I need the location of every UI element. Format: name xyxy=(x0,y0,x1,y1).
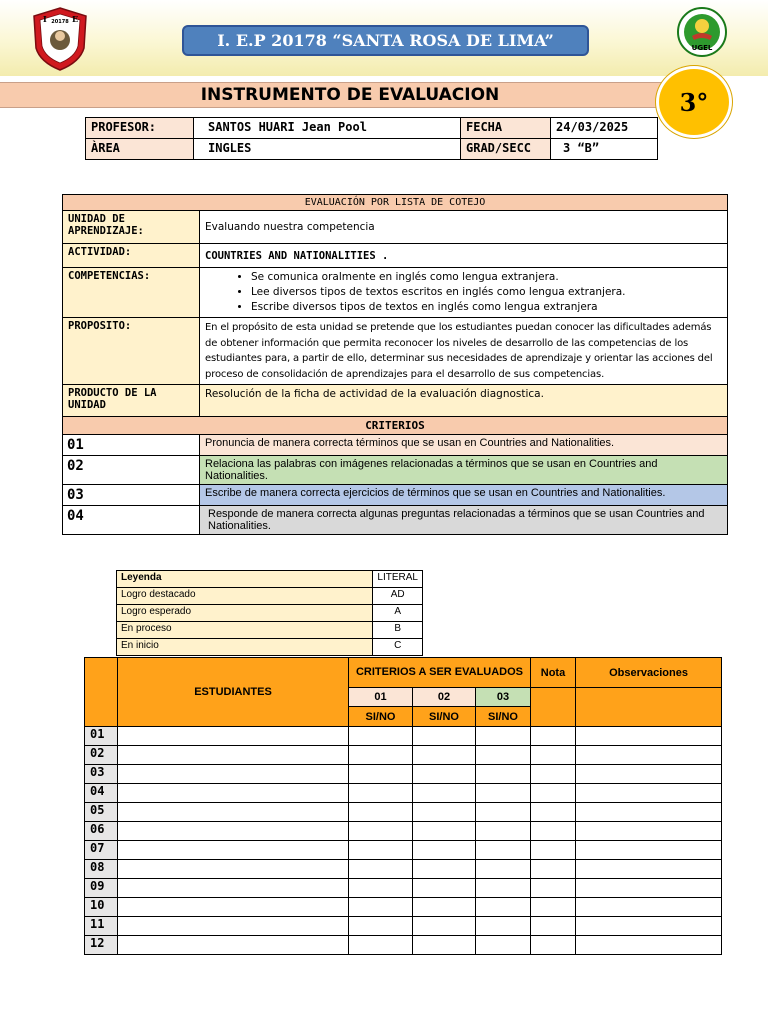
grid-corner xyxy=(85,658,118,727)
criterio-text: Relaciona las palabras con imágenes relacionadas a términos que se usan en Countries and Nationalities. xyxy=(200,456,728,485)
criterio-03-cell[interactable] xyxy=(476,936,531,955)
criterio-01-cell[interactable] xyxy=(349,784,413,803)
criterio-01-cell[interactable] xyxy=(349,822,413,841)
student-row-number: 05 xyxy=(85,803,118,822)
criterios-heading: CRITERIOS xyxy=(63,417,728,435)
criterio-01-cell[interactable] xyxy=(349,860,413,879)
student-row xyxy=(85,917,722,936)
legend-table xyxy=(116,570,423,656)
student-row xyxy=(85,822,722,841)
producto-label: PRODUCTO DE LA UNIDAD xyxy=(63,385,200,417)
criterio-03-cell[interactable] xyxy=(476,746,531,765)
legend-label: Logro esperado xyxy=(117,605,373,622)
logo-number: 20178 xyxy=(51,19,69,25)
criterio-text: Pronuncia de manera correcta términos que se usan en Countries and Nationalities. xyxy=(200,435,728,456)
legend-title: Leyenda xyxy=(117,571,373,588)
criterio-03-cell[interactable] xyxy=(476,727,531,746)
criterio-03-cell[interactable] xyxy=(476,860,531,879)
criterios-evaluados-header: CRITERIOS A SER EVALUADOS xyxy=(349,658,531,688)
criterio-02-cell[interactable] xyxy=(413,879,476,898)
legend-label: En proceso xyxy=(117,622,373,639)
logo-letter-e: E xyxy=(72,14,79,24)
observaciones-cell[interactable] xyxy=(576,822,722,841)
criterio-02-cell[interactable] xyxy=(413,898,476,917)
nota-cell[interactable] xyxy=(531,746,576,765)
nota-cell[interactable] xyxy=(531,841,576,860)
criterio-02-cell[interactable] xyxy=(413,841,476,860)
competencia-item: • Se comunica oralmente en inglés como lengua extranjera. xyxy=(251,270,722,285)
unidad-value: Evaluando nuestra competencia xyxy=(200,211,728,244)
nota-cell[interactable] xyxy=(531,727,576,746)
nota-header: Nota xyxy=(531,658,576,688)
criterio-text: Escribe de manera correcta ejercicios de términos que se usan en Countries and Nationalities. xyxy=(200,485,728,506)
fecha-label: FECHA xyxy=(461,118,551,139)
criterio-01-cell[interactable] xyxy=(349,746,413,765)
teacher-info-table xyxy=(85,117,658,160)
legend-label: Logro destacado xyxy=(117,588,373,605)
criterio-text: Responde de manera correcta algunas preguntas relacionadas a términos que se usan Countries and Nationalities. xyxy=(200,506,728,535)
student-row-number: 01 xyxy=(85,727,118,746)
criterio-01-cell[interactable] xyxy=(349,898,413,917)
student-name-cell[interactable] xyxy=(118,746,349,765)
legend-value: A xyxy=(373,605,423,622)
students-header: ESTUDIANTES xyxy=(118,658,349,727)
student-row xyxy=(85,936,722,955)
grad-label: GRAD/SECC xyxy=(461,139,551,160)
criterio-col-header: 03 xyxy=(476,688,531,707)
observaciones-cell[interactable] xyxy=(576,746,722,765)
sino-header: SI/NO xyxy=(476,707,531,727)
student-row xyxy=(85,765,722,784)
criterio-01-cell[interactable] xyxy=(349,917,413,936)
criterio-01-cell[interactable] xyxy=(349,803,413,822)
logo-letter-i: I xyxy=(43,14,47,24)
criterio-01-cell[interactable] xyxy=(349,765,413,784)
criterio-03-cell[interactable] xyxy=(476,879,531,898)
student-row xyxy=(85,860,722,879)
criterio-02-cell[interactable] xyxy=(413,822,476,841)
student-name-cell[interactable] xyxy=(118,879,349,898)
student-row-number: 06 xyxy=(85,822,118,841)
actividad-value: COUNTRIES AND NATIONALITIES . xyxy=(200,244,728,268)
nota-cell[interactable] xyxy=(531,860,576,879)
student-name-cell[interactable] xyxy=(118,917,349,936)
student-row xyxy=(85,803,722,822)
student-row xyxy=(85,841,722,860)
student-row-number: 09 xyxy=(85,879,118,898)
student-row-number: 11 xyxy=(85,917,118,936)
school-name-banner: I. E.P 20178 “SANTA ROSA DE LIMA” xyxy=(182,25,589,56)
observaciones-cell[interactable] xyxy=(576,841,722,860)
student-name-cell[interactable] xyxy=(118,936,349,955)
observaciones-cell[interactable] xyxy=(576,727,722,746)
ugel-logo xyxy=(676,6,728,58)
student-row-number: 08 xyxy=(85,860,118,879)
criterio-02-cell[interactable] xyxy=(413,936,476,955)
legend-value: B xyxy=(373,622,423,639)
observaciones-cell[interactable] xyxy=(576,803,722,822)
nota-cell[interactable] xyxy=(531,917,576,936)
grad-value: 3 “B” xyxy=(551,139,658,160)
criterio-02-cell[interactable] xyxy=(413,784,476,803)
observaciones-cell[interactable] xyxy=(576,898,722,917)
nota-cell[interactable] xyxy=(531,898,576,917)
fecha-value: 24/03/2025 xyxy=(551,118,658,139)
observaciones-cell[interactable] xyxy=(576,784,722,803)
proposito-value: En el propósito de esta unidad se pretende que los estudiantes puedan conocer las dificultades además de obtener información que permita reconocer los niveles de desarrollo de las competencias de los estudiantes para, a partir de ello, determinar sus necesidades de aprendizaje y orientar las acciones del proceso de consolidación de aprendizajes para el desarrollo de sus competencias. xyxy=(200,318,728,385)
competencia-item: • Lee diversos tipos de textos escritos en inglés como lengua extranjera. xyxy=(251,285,722,300)
criterio-03-cell[interactable] xyxy=(476,841,531,860)
criterio-02-cell[interactable] xyxy=(413,765,476,784)
student-name-cell[interactable] xyxy=(118,765,349,784)
student-name-cell[interactable] xyxy=(118,727,349,746)
student-name-cell[interactable] xyxy=(118,841,349,860)
nota-cell[interactable] xyxy=(531,803,576,822)
grade-badge: 3° xyxy=(656,66,732,138)
student-row-number: 02 xyxy=(85,746,118,765)
criterio-03-cell[interactable] xyxy=(476,917,531,936)
criterio-03-cell[interactable] xyxy=(476,822,531,841)
criterio-03-cell[interactable] xyxy=(476,765,531,784)
observaciones-header-fill xyxy=(576,688,722,727)
criterio-02-cell[interactable] xyxy=(413,746,476,765)
profesor-label: PROFESOR: xyxy=(86,118,194,139)
area-value: INGLES xyxy=(194,139,461,160)
criterio-01-cell[interactable] xyxy=(349,879,413,898)
criterio-03-cell[interactable] xyxy=(476,784,531,803)
criterio-03-cell[interactable] xyxy=(476,898,531,917)
criterio-01-cell[interactable] xyxy=(349,727,413,746)
competencias-label: COMPETENCIAS: xyxy=(63,268,200,318)
criterio-number: 04 xyxy=(63,506,200,535)
sino-header: SI/NO xyxy=(349,707,413,727)
legend-label: En inicio xyxy=(117,639,373,656)
school-shield-logo xyxy=(30,6,90,72)
criterio-number: 03 xyxy=(63,485,200,506)
student-name-cell[interactable] xyxy=(118,860,349,879)
producto-value: Resolución de la ficha de actividad de la evaluación diagnostica. xyxy=(200,385,728,417)
legend-value: AD xyxy=(373,588,423,605)
student-name-cell[interactable] xyxy=(118,898,349,917)
student-row xyxy=(85,746,722,765)
nota-cell[interactable] xyxy=(531,822,576,841)
criterio-03-cell[interactable] xyxy=(476,803,531,822)
criterio-02-cell[interactable] xyxy=(413,860,476,879)
sino-header: SI/NO xyxy=(413,707,476,727)
criterio-number: 01 xyxy=(63,435,200,456)
legend-literal-header: LITERAL xyxy=(373,571,423,588)
criterio-02-cell[interactable] xyxy=(413,803,476,822)
unidad-label: UNIDAD DE APRENDIZAJE: xyxy=(63,211,200,244)
observaciones-cell[interactable] xyxy=(576,917,722,936)
nota-cell[interactable] xyxy=(531,765,576,784)
proposito-label: PROPOSITO: xyxy=(63,318,200,385)
criterio-01-cell[interactable] xyxy=(349,936,413,955)
profesor-value: SANTOS HUARI Jean Pool xyxy=(194,118,461,139)
student-row xyxy=(85,898,722,917)
student-row-number: 04 xyxy=(85,784,118,803)
criterio-02-cell[interactable] xyxy=(413,917,476,936)
student-name-cell[interactable] xyxy=(118,784,349,803)
nota-cell[interactable] xyxy=(531,879,576,898)
nota-header-fill xyxy=(531,688,576,727)
criterio-col-header: 01 xyxy=(349,688,413,707)
observaciones-cell[interactable] xyxy=(576,860,722,879)
observaciones-cell[interactable] xyxy=(576,879,722,898)
students-grid xyxy=(84,657,722,955)
student-row xyxy=(85,879,722,898)
competencia-item: • Escribe diversos tipos de textos en inglés como lengua extranjera xyxy=(251,300,722,315)
criterio-02-cell[interactable] xyxy=(413,727,476,746)
student-row-number: 12 xyxy=(85,936,118,955)
student-name-cell[interactable] xyxy=(118,822,349,841)
observaciones-header: Observaciones xyxy=(576,658,722,688)
ugel-text: UGEL xyxy=(691,44,713,52)
legend-value: C xyxy=(373,639,423,656)
criterio-number: 02 xyxy=(63,456,200,485)
evaluation-table xyxy=(62,194,728,535)
student-row xyxy=(85,727,722,746)
page-title: INSTRUMENTO DE EVALUACION xyxy=(0,82,700,108)
student-name-cell[interactable] xyxy=(118,803,349,822)
nota-cell[interactable] xyxy=(531,936,576,955)
criterio-col-header: 02 xyxy=(413,688,476,707)
area-label: ÀREA xyxy=(86,139,194,160)
observaciones-cell[interactable] xyxy=(576,765,722,784)
evaluation-heading: EVALUACIÓN POR LISTA DE COTEJO xyxy=(63,195,728,211)
student-row xyxy=(85,784,722,803)
student-row-number: 07 xyxy=(85,841,118,860)
observaciones-cell[interactable] xyxy=(576,936,722,955)
student-row-number: 03 xyxy=(85,765,118,784)
student-row-number: 10 xyxy=(85,898,118,917)
nota-cell[interactable] xyxy=(531,784,576,803)
actividad-label: ACTIVIDAD: xyxy=(63,244,200,268)
criterio-01-cell[interactable] xyxy=(349,841,413,860)
competencias-list xyxy=(200,268,728,318)
